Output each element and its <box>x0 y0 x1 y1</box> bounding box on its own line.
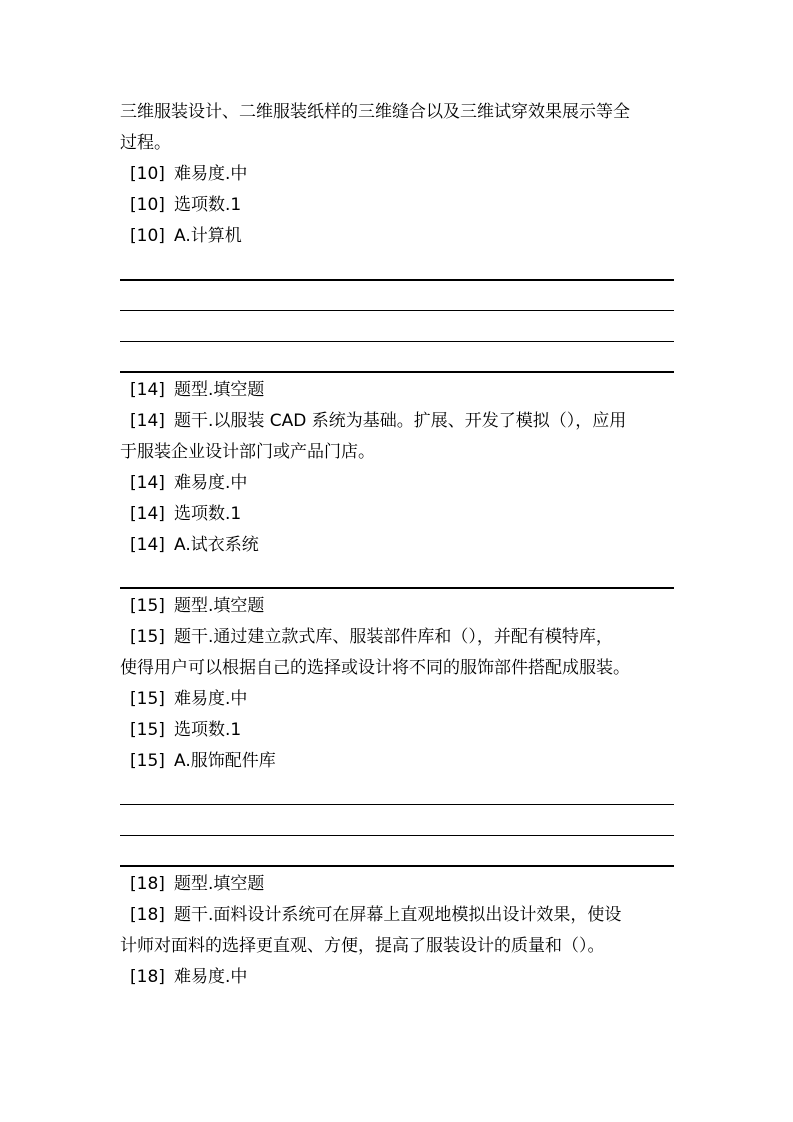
line-text: 题干.通过建立款式库、服装部件库和（），并配有模特库， <box>174 627 613 647</box>
text-line: 过程。 <box>120 133 171 153</box>
question-number: [15] <box>130 751 165 771</box>
text-line <box>120 411 626 431</box>
text-line <box>120 226 242 246</box>
text-line <box>120 380 264 400</box>
text-line <box>120 164 247 184</box>
divider-line <box>120 865 674 867</box>
text-line <box>120 905 621 925</box>
question-number: [14] <box>130 535 165 555</box>
divider-line <box>120 279 674 281</box>
line-text: 选项数.1 <box>174 720 242 740</box>
text-line: 于服装企业设计部门或产品门店。 <box>120 442 375 462</box>
line-text: A.试衣系统 <box>174 535 259 555</box>
text-line <box>120 689 247 709</box>
divider-line <box>120 835 674 836</box>
question-number: [15] <box>130 627 165 647</box>
line-text: 选项数.1 <box>174 504 242 524</box>
text-line <box>120 967 247 987</box>
divider-line <box>120 804 674 805</box>
question-number: [14] <box>130 380 165 400</box>
question-number: [18] <box>130 905 165 925</box>
line-text: 难易度.中 <box>174 473 248 493</box>
line-text: 题干.以服装 CAD 系统为基础。扩展、开发了模拟（），应用 <box>174 411 627 431</box>
text-line <box>120 874 264 894</box>
line-text: 难易度.中 <box>174 164 248 184</box>
text-line <box>120 720 241 740</box>
divider-line <box>120 587 674 589</box>
line-text: 选项数.1 <box>174 195 242 215</box>
text-line <box>120 751 276 771</box>
question-number: [14] <box>130 411 165 431</box>
question-number: [15] <box>130 720 165 740</box>
line-text: 难易度.中 <box>174 689 248 709</box>
question-number: [14] <box>130 473 165 493</box>
divider-line <box>120 371 674 373</box>
line-text: A.计算机 <box>174 226 242 246</box>
question-number: [18] <box>130 874 165 894</box>
text-line <box>120 504 241 524</box>
question-number: [10] <box>130 195 165 215</box>
text-line <box>120 473 247 493</box>
line-text: 题型.填空题 <box>174 874 265 894</box>
question-number: [14] <box>130 504 165 524</box>
text-line: 三维服装设计、二维服装纸样的三维缝合以及三维试穿效果展示等全 <box>120 102 630 122</box>
text-line: 使得用户可以根据自己的选择或设计将不同的服饰部件搭配成服装。 <box>120 658 630 678</box>
question-number: [10] <box>130 164 165 184</box>
question-number: [15] <box>130 596 165 616</box>
divider-line <box>120 310 674 311</box>
text-line <box>120 535 259 555</box>
text-line <box>120 195 241 215</box>
text-line: 计师对面料的选择更直观、方便，提高了服装设计的质量和（）。 <box>120 936 605 956</box>
text-line <box>120 596 264 616</box>
line-text: A.服饰配件库 <box>174 751 276 771</box>
line-text: 题型.填空题 <box>174 380 265 400</box>
question-number: [15] <box>130 689 165 709</box>
line-text: 题型.填空题 <box>174 596 265 616</box>
line-text: 难易度.中 <box>174 967 248 987</box>
question-number: [18] <box>130 967 165 987</box>
divider-line <box>120 341 674 342</box>
line-text: 题干.面料设计系统可在屏幕上直观地模拟出设计效果，使设 <box>174 905 622 925</box>
text-line <box>120 627 613 647</box>
question-number: [10] <box>130 226 165 246</box>
